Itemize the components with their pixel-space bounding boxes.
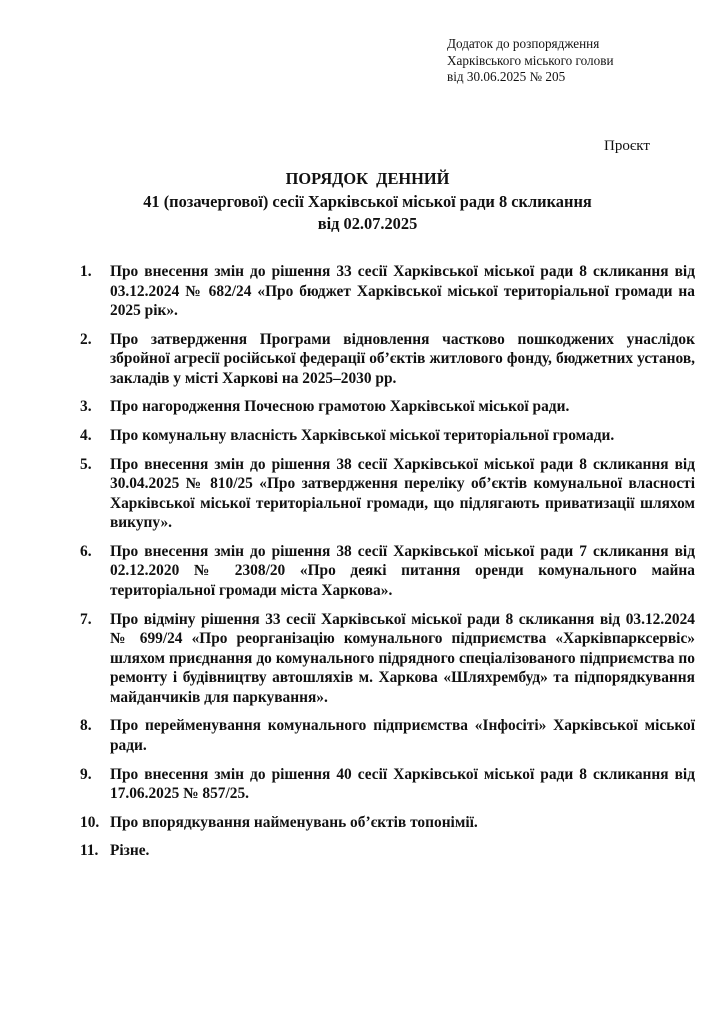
document-subtitle: 41 (позачергової) сесії Харківської міської ради 8 скликання (143, 192, 592, 211)
agenda-item (80, 262, 695, 321)
agenda-item (80, 841, 695, 861)
agenda-item (80, 455, 695, 533)
agenda-item (80, 397, 695, 417)
agenda-list (80, 262, 695, 870)
agenda-item-text: Про внесення змін до рішення 38 сесії Харківської міської ради 8 скликання від 30.04.2025 № 810/25 «Про затвердження переліку об’єктів комунальної власності Харківської міської територіальної громади, що підлягають приватизації шляхом викупу». (110, 455, 695, 532)
agenda-item (80, 813, 695, 833)
agenda-item (80, 716, 695, 755)
agenda-item (80, 610, 695, 708)
agenda-item (80, 426, 695, 446)
agenda-item-text: Різне. (110, 842, 150, 860)
agenda-item-text: Про внесення змін до рішення 40 сесії Харківської міської ради 8 скликання від 17.06.2025 № 857/25. (110, 765, 695, 802)
attachment-note-line-2: Харківського міського голови (447, 52, 614, 68)
draft-label: Проєкт (604, 138, 650, 154)
agenda-item-number: 6. (80, 542, 92, 560)
agenda-item-number: 5. (80, 455, 92, 473)
agenda-item-text: Про перейменування комунального підприємства «Інфосіті» Харківської міської ради. (110, 717, 695, 754)
agenda-item-text: Про відміну рішення 33 сесії Харківської міської ради 8 скликання від 03.12.2024 № 699/24 «Про реорганізацію комунального підприємства «Харківпарксервіс» шляхом приєднання до комунального підрядного спеціалізованого підприємства по ремонту і будівництву автошляхів м. Харкова «Шляхрембуд» та підпорядкування майданчиків для паркування». (110, 610, 695, 706)
agenda-item-text: Про впорядкування найменувань об’єктів топонімії. (110, 813, 478, 831)
attachment-note (447, 36, 687, 86)
attachment-note-line-1: Додаток до розпорядження (447, 36, 600, 51)
agenda-item-number: 7. (80, 610, 92, 628)
agenda-item-number: 10. (80, 813, 100, 831)
agenda-item (80, 330, 695, 389)
agenda-item-text: Про внесення змін до рішення 33 сесії Харківської міської ради 8 скликання від 03.12.2024 № 682/24 «Про бюджет Харківської міської територіальної громади на 2025 рік». (110, 263, 695, 319)
agenda-item-number: 3. (80, 398, 92, 416)
agenda-item-number: 11. (80, 842, 99, 860)
agenda-item (80, 765, 695, 804)
agenda-item (80, 542, 695, 601)
agenda-item-number: 4. (80, 427, 92, 445)
agenda-item-number: 2. (80, 330, 92, 348)
agenda-item-text: Про нагородження Почесною грамотою Харківської міської ради. (110, 398, 570, 416)
agenda-item-number: 9. (80, 765, 92, 783)
agenda-item-text: Про комунальну власність Харківської міської територіальної громади. (110, 427, 615, 445)
agenda-item-text: Про внесення змін до рішення 38 сесії Харківської міської ради 7 скликання від 02.12.2020 № 2308/20 «Про деякі питання оренди комунального майна територіальної громади міста Харкова». (110, 542, 695, 599)
attachment-note-line-3: від 30.06.2025 № 205 (447, 69, 566, 84)
agenda-item-text: Про затвердження Програми відновлення частково пошкоджених унаслідок збройної агресії російської федерації об’єктів житлового фонду, бюджетних установ, закладів у місті Харкові на 2025–2030 рр. (110, 330, 695, 387)
document-title: ПОРЯДОК ДЕННИЙ (285, 169, 450, 188)
agenda-item-number: 8. (80, 717, 92, 735)
agenda-item-number: 1. (80, 263, 92, 280)
document-date: від 02.07.2025 (317, 214, 418, 233)
